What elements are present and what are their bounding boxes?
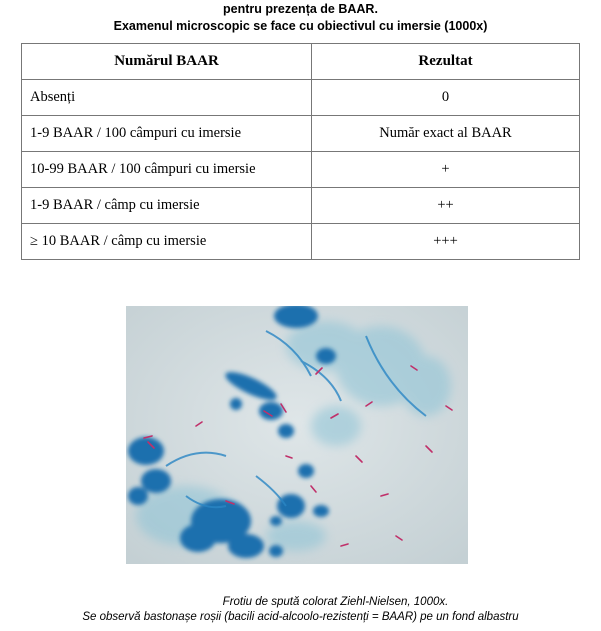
column-header-result: Rezultat (312, 44, 580, 80)
caption-line-2: Se observă bastonașe roșii (bacili acid-alcoolo-rezistenți = BAAR) pe un fond albastru (82, 611, 519, 623)
table-row (22, 152, 580, 188)
header-line-1: pentru prezența de BAAR. (223, 2, 378, 16)
cell-count: ≥ 10 BAAR / câmp cu imersie (22, 224, 312, 260)
header-line-2: Examenul microscopic se face cu obiectivul cu imersie (1000x) (113, 19, 488, 33)
cell-result: Număr exact al BAAR (312, 116, 580, 152)
cell-count: 1-9 BAAR / câmp cu imersie (22, 188, 312, 224)
cell-count: Absenți (22, 80, 312, 116)
caption-line-1: Frotiu de spută colorat Ziehl-Nielsen, 1000x. (222, 596, 449, 608)
column-header-count: Numărul BAAR (22, 44, 312, 80)
cell-count: 1-9 BAAR / 100 câmpuri cu imersie (22, 116, 312, 152)
table-header-row (22, 44, 580, 80)
table-row (22, 80, 580, 116)
cell-result: +++ (312, 224, 580, 260)
cell-result: + (312, 152, 580, 188)
cell-count: 10-99 BAAR / 100 câmpuri cu imersie (22, 152, 312, 188)
table-row (22, 188, 580, 224)
cell-result: 0 (312, 80, 580, 116)
table-row (22, 224, 580, 260)
cell-result: ++ (312, 188, 580, 224)
table-row (22, 116, 580, 152)
baar-table (21, 43, 580, 260)
microscopy-image (126, 306, 468, 564)
